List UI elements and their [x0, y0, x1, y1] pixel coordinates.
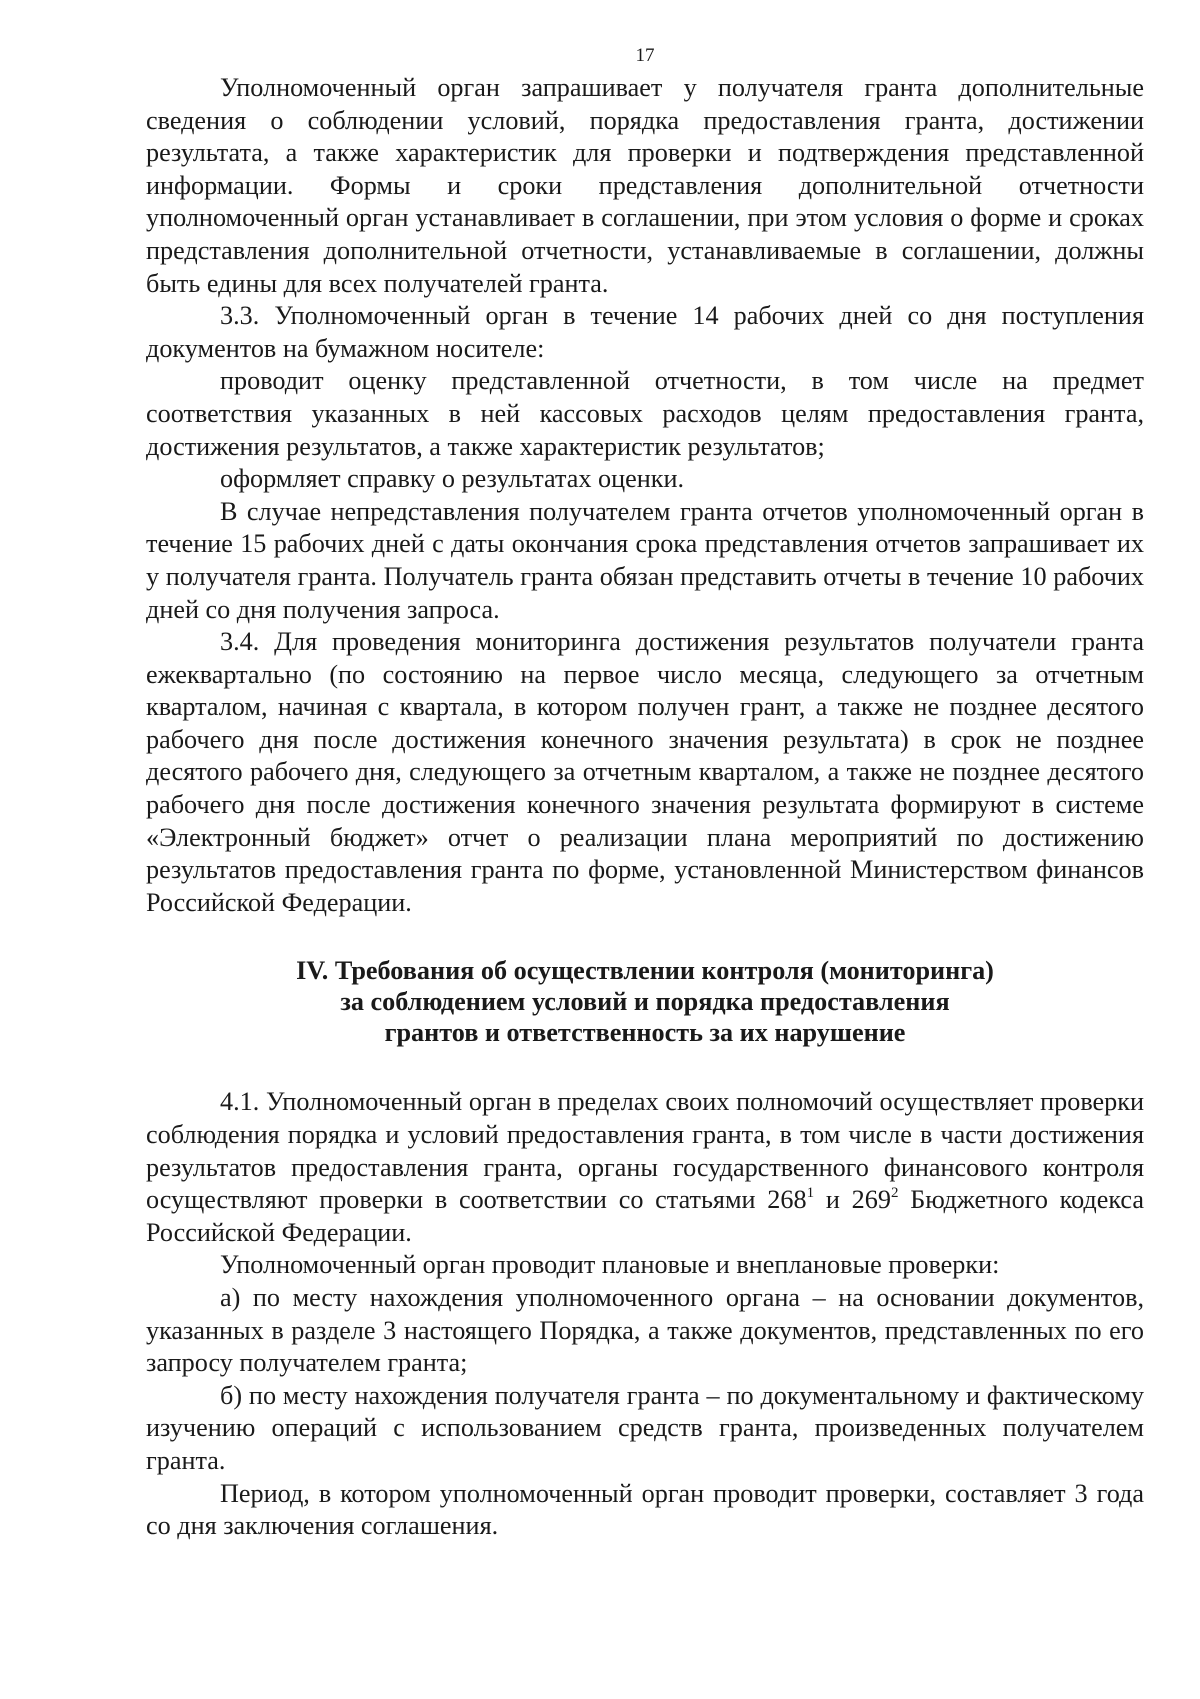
paragraph-3-3: 3.3. Уполномоченный орган в течение 14 рабочих дней со дня поступления документов на бумажном носителе: [146, 301, 1144, 363]
paragraph-inspections: Уполномоченный орган проводит плановые и внеплановые проверки: [220, 1250, 1000, 1280]
section-heading-iv [146, 955, 1144, 1048]
paragraph-3-4: 3.4. Для проведения мониторинга достижения результатов получатели гранта ежеквартально (по состоянию на первое число месяца, следующего за отчетным кварталом, начиная с квартала, в котором получен грант, а также не позднее десятого рабочего дня после достижения конечного значения результата) в срок не позднее десятого рабочего дня, следующего за отчетным кварталом, а также не позднее десятого рабочего дня после достижения конечного значения результата формируют в системе «Электронный бюджет» отчет о реализации плана мероприятий по достижению результатов предоставления гранта по форме, установленной Министерством финансов Российской Федерации. [146, 627, 1144, 917]
paragraph-item-a: а) по месту нахождения уполномоченного органа – на основании документов, указанных в разделе 3 настоящего Порядка, а также документов, представленных по его запросу получателем гранта; [146, 1283, 1144, 1378]
paragraph-certificate: оформляет справку о результатах оценки. [220, 464, 685, 494]
paragraph-period: Период, в котором уполномоченный орган проводит проверки, составляет 3 года со дня заключения соглашения. [146, 1478, 1144, 1541]
paragraph-evaluation: проводит оценку представленной отчетности, в том числе на предмет соответствия указанных в ней кассовых расходов целям предоставления гранта, достижения результатов, а также характеристик результатов; [146, 366, 1144, 461]
section-heading-line-2: за соблюдением условий и порядка предоставления [340, 987, 950, 1017]
paragraph-item-b: б) по месту нахождения получателя гранта – по документальному и фактическому изучению операций с использованием средств гранта, произведенных получателем гранта. [146, 1380, 1144, 1475]
paragraph-4-1 [146, 1086, 1144, 1249]
paragraph-nonsubmission: В случае непредставления получателем гранта отчетов уполномоченный орган в течение 15 рабочих дней с даты окончания срока представления отчетов запрашивает их у получателя гранта. Получатель гранта обязан представить отчеты в течение 10 рабочих дней со дня получения запроса. [146, 496, 1144, 624]
section-heading-line-1: IV. Требования об осуществлении контроля (мониторинга) [296, 956, 994, 986]
paragraph-4-1-text-a: 4.1. Уполномоченный орган в пределах своих полномочий осуществляет проверки соблюдения порядка и условий предоставления гранта, в том числе в части достижения результатов предоставления гранта, органы государственного финансового контроля осуществляют проверки в соответствии со статьями 268 [146, 1087, 1144, 1215]
page-number: 17 [635, 45, 655, 66]
section-heading-line-3: грантов и ответственность за их нарушение [384, 1018, 906, 1048]
paragraph-4-1-text-b: и 269 [814, 1185, 891, 1215]
superscript-1: 1 [806, 1185, 815, 1202]
superscript-2: 2 [890, 1185, 899, 1202]
paragraph-4-1-text-c: Бюджетного кодекса Российской Федерации. [146, 1185, 1144, 1247]
paragraph-additional-info: Уполномоченный орган запрашивает у получателя гранта дополнительные сведения о соблюдении условий, порядка предоставления гранта, достижении результата, а также характеристик для проверки и подтверждения представленной информации. Формы и сроки представления дополнительной отчетности уполномоченный орган устанавливает в соглашении, при этом условия о форме и сроках представления дополнительной отчетности, устанавливаемые в соглашении, должны быть едины для всех получателей гранта. [146, 73, 1144, 298]
document-page [146, 44, 1144, 1543]
